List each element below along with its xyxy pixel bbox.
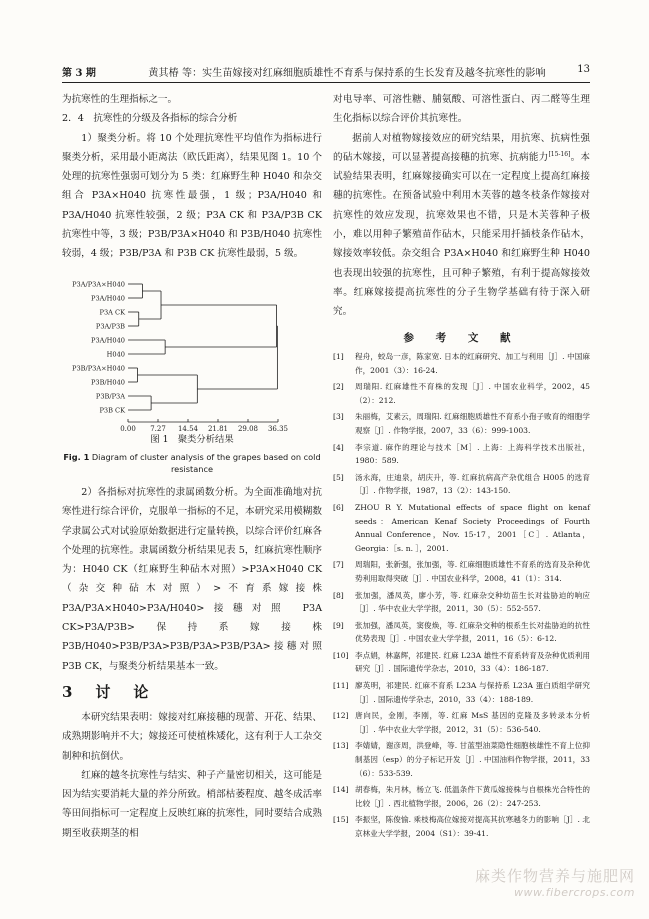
paragraph: 对电导率、可溶性糖、脯氨酸、可溶性蛋白、丙二醛等生理生化指标以综合评价其抗寒性。 [333, 94, 590, 125]
reference-text: 李振坚，陈俊愉. 乘枝梅高位嫁接对提高其抗寒越冬力的影响［J］. 北京林业大学学报，2004（S1）：39-41. [355, 815, 590, 838]
reference-text: 张加强，潘凤英，廖小芳，等. 红麻杂交种幼苗生长对盐胁迫的响应［J］. 华中农业大学学报，2011，30（5）：552-557. [355, 590, 590, 614]
reference-number: [14] [333, 785, 349, 795]
paragraph-text: 据前人对植物嫁接效应的研究结果，用抗寒、抗病性强的砧木嫁接，可以显著提高接穗的抗寒、抗病能力 [333, 132, 590, 163]
reference-item [333, 501, 590, 555]
leaf-label: P3B/P3A×H040 [72, 364, 125, 373]
reference-text: 廖英明，祁建民. 红麻不育系 L23A 与保持系 L23A 蛋白质组学研究［J］. 国际遗传学杂志，2010，33（4）：188-189. [355, 681, 590, 704]
reference-item [333, 739, 590, 780]
x-tick-label: 14.54 [177, 425, 199, 433]
paragraph-discussion-2: 红麻的越冬抗寒性与结实、种子产量密切相关，这可能是因为结实要消耗大量的养分所致。梢部枯萎程度、越冬成活率等田间指标可一定程度上反映红麻的抗寒性，同时要结合成熟期至收获期茎的相 [62, 769, 322, 839]
figure-caption-en-prefix: Fig. 1 [63, 452, 90, 462]
subsection-heading-2-4: 2．4 抗寒性的分级及各指标的综合分析 [62, 113, 238, 125]
leaf-label: P3A/P3A×H040 [72, 280, 125, 289]
reference-number: [6] [333, 502, 344, 512]
reference-number: [15] [333, 815, 349, 825]
reference-text: 周瑞阳，张新强，张加强，等. 红麻细胞质雄性不育系的选育及杂种优势利用取得突破［J］. 中国农业科学，2008，41（1）：314. [355, 560, 590, 583]
issue-number: 第 3 期 [62, 68, 96, 79]
reference-list [333, 350, 590, 844]
reference-text: 李宗道. 麻作的理论与技术［M］. 上海：上海科学技术出版社，1980：589. [355, 442, 590, 466]
reference-text: 朱丽梅，艾素云，周瑞阳. 红麻细胞质雄性不育系小孢子败育的细胞学观察［J］. 作物学报，2007，33（6）：999-1003. [355, 412, 590, 435]
reference-text: 胡春梅，朱月林，杨立飞. 低温条件下黄瓜嫁接株与自根株光合特性的比较［J］. 西北植物学报，2006，26（2）：247-253. [355, 785, 590, 808]
leaf-label: P3B/P3A [95, 392, 125, 401]
reference-number: [9] [333, 620, 344, 630]
citation: [15-16] [548, 150, 571, 158]
reference-number: [2] [333, 382, 344, 392]
reference-number: [11] [333, 681, 349, 691]
watermark [475, 865, 635, 899]
reference-number: [8] [333, 590, 344, 600]
reference-text: 李点娟，林嘉辉，祁建民. 红麻 L23A 雄性不育系转育及杂种优质利用研究［J］. 国际遗传学杂志，2010，33（4）：186-187. [355, 650, 590, 674]
watermark-url: www.fibercrops.com [514, 886, 635, 899]
leaf-label: H040 [106, 350, 125, 359]
reference-number: [10] [333, 650, 349, 660]
reference-text: 汤永海，庄迪泉，胡庆升，等. 红麻抗病高产杂优组合 H005 的选育［J］. 作物学报，1987，13（2）：143-150. [355, 472, 590, 496]
reference-item [333, 679, 590, 706]
paragraph: 为抗寒性的生理指标之一。 [62, 94, 178, 105]
figure-caption-en-text: Diagram of cluster analysis of the grapes based on cold resistance [91, 452, 321, 474]
right-column [333, 90, 590, 322]
leaf-label: P3A/H040 [91, 336, 125, 345]
reference-number: [3] [333, 412, 344, 422]
left-column-top [62, 90, 322, 264]
reference-item [333, 813, 590, 840]
x-tick-label: 7.27 [150, 425, 166, 433]
reference-number: [12] [333, 711, 349, 721]
reference-number: [13] [333, 741, 349, 751]
paragraph-cluster-analysis: 1）聚类分析。将 10 个处理抗寒性平均值作为指标进行聚类分析，采用最小距离法（欧氏距离），结果见图 1。10 个处理的抗寒性强弱可划分为 5 类：红麻野生种 H040 和杂交组合 P3A×H040 抗寒性最强，1 级；P3A/H040 和 P3A/H040 抗寒性较强，2 级；P3A CK 和 P3A/P3B CK 抗寒性中等，3 级；P3B/P3A×H040 和 P3B/H040 抗寒性较弱，4 级；P3B/P3A 和 P3B CK 抗寒性最弱，5 级。 [62, 132, 322, 260]
x-tick-label: 36.35 [267, 425, 289, 433]
watermark-text: 麻类作物营养与施肥网 [474, 867, 635, 885]
left-column-bottom [62, 483, 322, 843]
leaf-label: P3B CK [99, 406, 125, 415]
x-tick-label: 0.00 [120, 425, 136, 433]
reference-text: 程舟，蛟岛一彦，陈家宽. 日本的红麻研究、加工与利用［J］. 中国麻作，2001（3）：16-24. [355, 352, 590, 375]
reference-text: 张加强，潘凤英，窦俊焕，等. 红麻杂交种的根系生长对盐胁迫的抗性优势表现［J］. 中国农业大学学报，2011，16（5）：6-12. [355, 620, 590, 644]
references-heading: 参 考 文 献 [403, 332, 520, 344]
leaf-label: P3A/P3B [95, 322, 125, 331]
reference-item [333, 589, 590, 616]
section-heading-discussion: 3 讨 论 [62, 682, 153, 701]
reference-item [333, 558, 590, 585]
reference-text: 唐向民，金刚，李刚，等. 红麻 MsS 基因的克隆及多转录本分析［J］. 华中农业大学学报，2012，31（5）：536-540. [355, 711, 590, 734]
reference-number: [1] [333, 352, 344, 361]
reference-text: 李婧婧，谢彦周，洪登峰，等. 甘蓝型油菜隐性细胞核雄性不育上位抑制基因（esp）的分子标记开发［J］. 中国油料作物学报，2011，33（6）：533-539. [355, 741, 590, 778]
reference-item [333, 380, 590, 407]
paragraph-discussion-1: 本研究结果表明：嫁接对红麻接穗的现蕾、开花、结果、成熟期影响并不大；嫁接还可使植株矮化，这有利于人工杂交制种和抗倒伏。 [62, 711, 322, 762]
reference-item [333, 649, 590, 676]
header-rule [62, 82, 590, 83]
reference-text: 周瑞阳. 红麻雄性不育株的发现［J］. 中国农业科学，2002，45（2）：212. [355, 382, 590, 405]
reference-number: [7] [333, 560, 344, 570]
reference-number: [4] [333, 442, 344, 452]
reference-item [333, 350, 590, 377]
reference-item [333, 441, 590, 468]
x-tick-label: 21.81 [207, 425, 229, 433]
reference-item [333, 783, 590, 810]
leaf-label: P3A/H040 [91, 294, 125, 303]
running-title: 黄其椿 等：实生苗嫁接对红麻细胞质雄性不育系与保持系的生长发育及越冬抗寒性的影响 [148, 68, 546, 79]
figure-caption-en [62, 451, 322, 475]
paragraph-text: 。本试验结果表明，红麻嫁接确实可以在一定程度上提高红麻接穗的抗寒性。在预备试验中利用木芙蓉的越冬枝条作嫁接对抗寒性的效应发现，抗寒效果也不错，只是木芙蓉种子极小，难以用种子繁殖苗作砧木，只能采用扦插枝条作砧木，嫁接效率较低。杂交组合 P3A×H040 和红麻野生种 H040 也表现出较强的抗寒性，且可种子繁殖，有利于提高嫁接效率。红麻嫁接提高抗寒性的分子生物学基础有待于深入研究。 [333, 151, 591, 318]
reference-item [333, 410, 590, 437]
paragraph-grafting-effect [333, 129, 590, 322]
reference-item [333, 709, 590, 736]
reference-text: ZHOU R Y. Mutational effects of space flight on kenaf seeds：American Kenaf Society Proceedings of Fourth Annual Conference，Nov. 15-17，2001［C］. Atlanta，Georgia：［s. n. ］，2001. [355, 502, 590, 553]
leaf-label: P3B/H040 [90, 378, 125, 387]
leaf-label: P3A CK [99, 308, 125, 317]
running-header [62, 64, 590, 80]
figure-caption-cn: 图 1 聚类分析结果 [150, 434, 234, 445]
dendrogram-svg [66, 274, 316, 434]
paragraph-membership-function: 2）各指标对抗寒性的隶属函数分析。为全面准确地对抗寒性进行综合评价，克服单一指标的不足，本研究采用模糊数学隶属公式对试验原始数据进行定量转换，以综合评价红麻各个处理的抗寒性。隶属函数分析结果见表 5，红麻抗寒性顺序为：H040 CK（红麻野生种砧木对照）>P3A×H040 CK（杂交种砧木对照）>不育系嫁接株 P3A/P3A×H040>P3A/H040>接穗对照 P3A CK>P3A/P3B>保持系嫁接株 P3B/H040>P3B/P3A>P3B/P3A>P3B/P3A>接穗对照 P3B CK，与聚类分析结果基本一致。 [62, 487, 322, 672]
x-tick-label: 29.08 [237, 425, 259, 433]
reference-item [333, 619, 590, 646]
reference-item [333, 471, 590, 498]
page-number: 13 [577, 64, 590, 75]
reference-number: [5] [333, 472, 344, 482]
